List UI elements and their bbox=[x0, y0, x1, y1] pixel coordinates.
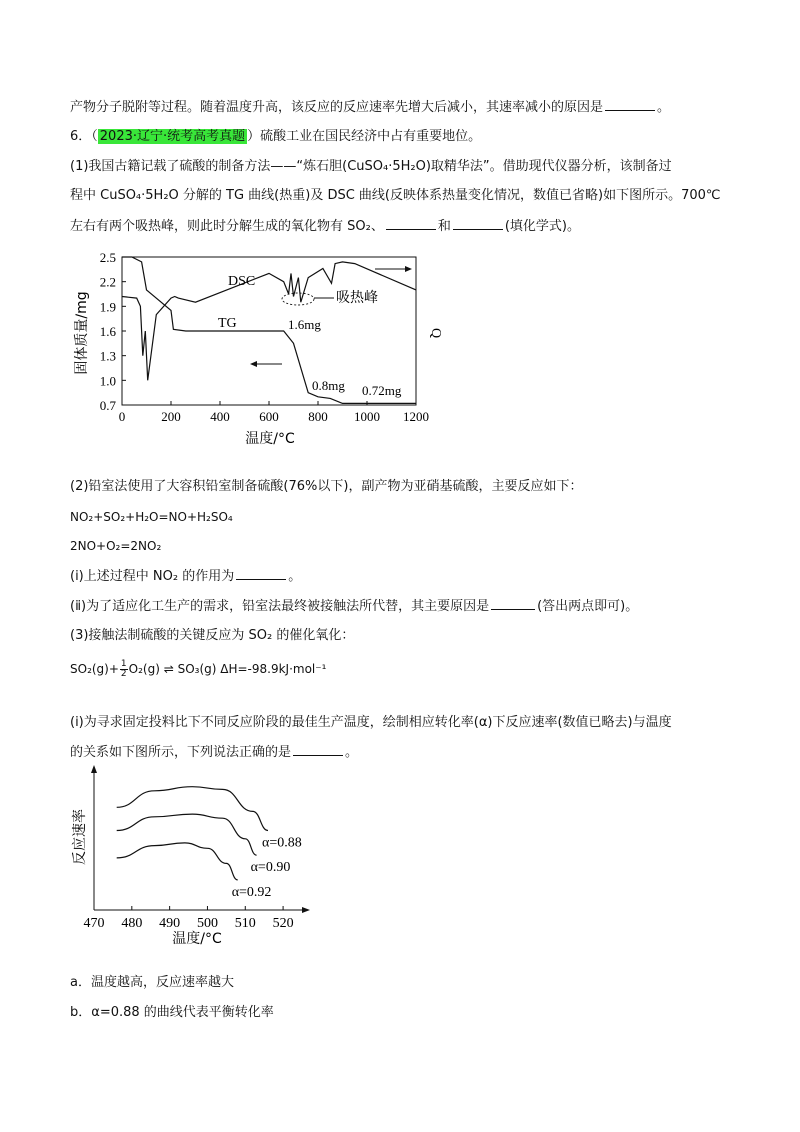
y-tick-label: 2.2 bbox=[99, 274, 116, 290]
x-tick-label: 510 bbox=[234, 916, 256, 931]
curve-alpha-0-88 bbox=[117, 787, 268, 831]
y-tick-label: 1.3 bbox=[99, 348, 116, 364]
chart2-x-axis-label: 温度/°C bbox=[172, 931, 222, 947]
equation-3: SO₂(g)+ $\frac{1}{2}$ O₂(g) ⇌ SO₃(g) ΔH=-98.9kJ·mol⁻¹ bbox=[70, 659, 327, 679]
equation-1: NO₂+SO₂+H₂O=NO+H₂SO₄ bbox=[70, 510, 233, 524]
answer-blank[interactable] bbox=[293, 743, 343, 756]
p3-line1: (3)接触法制硫酸的关键反应为 SO₂ 的催化氧化： bbox=[70, 628, 355, 643]
chart1-right-axis-label: Q bbox=[428, 327, 443, 339]
question-6-header: 6．（ 2023·辽宁·统考高考真题 ）硫酸工业在国民经济中占有重要地位。 bbox=[70, 129, 482, 144]
p3-i-line1: (ⅰ)为寻求固定投料比下不同反应阶段的最佳生产温度，绘制相应转化率(α)下反应速率(数值已略去)与温度 bbox=[70, 715, 672, 730]
p1-line1: (1)我国古籍记载了硫酸的制备方法——“炼石胆(CuSO₄·5H₂O)取精华法”。借助现代仪器分析，该制备过 bbox=[70, 159, 672, 174]
p2-line1: (2)铅室法使用了大容积铅室制备硫酸(76%以下)，副产物为亚硝基硫酸，主要反应如下： bbox=[70, 479, 583, 494]
x-tick-label: 500 bbox=[196, 916, 218, 931]
x-tick-label: 520 bbox=[272, 916, 294, 931]
y-tick-label: 1.9 bbox=[99, 299, 116, 315]
prev-question-tail: 产物分子脱附等过程。随着温度升高，该反应的反应速率先增大后减小，其速率减小的原因是 。 bbox=[70, 100, 671, 115]
half-fraction: $\frac{1}{2}$ bbox=[120, 659, 127, 679]
endothermic-peaks-ellipse bbox=[282, 293, 314, 305]
dsc-label: DSC bbox=[228, 274, 256, 289]
x-tick-label: 470 bbox=[83, 916, 105, 931]
tg-label: TG bbox=[218, 316, 237, 331]
x-tick-label: 200 bbox=[161, 409, 181, 424]
answer-blank[interactable] bbox=[453, 217, 503, 230]
label-alpha-0-88: α=0.88 bbox=[262, 835, 302, 851]
option-b: b．α=0.88 的曲线代表平衡转化率 bbox=[70, 1005, 274, 1020]
p2-i: (ⅰ)上述过程中 NO₂ 的作用为 。 bbox=[70, 569, 302, 584]
x-tick-label: 1000 bbox=[354, 409, 380, 424]
source-tag: 2023·辽宁·统考高考真题 bbox=[99, 129, 246, 144]
x-tick-label: 0 bbox=[118, 409, 126, 424]
answer-blank[interactable] bbox=[491, 597, 535, 610]
tg-direction-arrow bbox=[250, 361, 282, 367]
y-tick-label: 2.5 bbox=[99, 250, 116, 265]
curve-alpha-0-92 bbox=[117, 843, 238, 880]
y-tick-label: 1.6 bbox=[99, 324, 116, 339]
label-0-72mg: 0.72mg bbox=[362, 383, 402, 398]
answer-blank[interactable] bbox=[236, 567, 286, 580]
label-alpha-0-90: α=0.90 bbox=[250, 860, 291, 876]
answer-blank[interactable] bbox=[386, 217, 436, 230]
p2-ii: (ⅱ)为了适应化工生产的需求，铅室法最终被接触法所代替，其主要原因是 (答出两点即可)。 bbox=[70, 599, 639, 614]
y-tick-label: 1.0 bbox=[99, 373, 116, 389]
x-tick-label: 1200 bbox=[403, 409, 429, 424]
label-alpha-0-92: α=0.92 bbox=[231, 884, 272, 900]
endothermic-peak-label: 吸热峰 bbox=[336, 290, 378, 306]
p3-i-line2: 的关系如下图所示，下列说法正确的是 。 bbox=[70, 745, 359, 760]
chart1-y-axis-label: 固体质量/mg bbox=[74, 291, 90, 375]
x-tick-label: 480 bbox=[121, 916, 143, 931]
option-a: a．温度越高，反应速率越大 bbox=[70, 975, 234, 990]
curve-alpha-0-90 bbox=[117, 814, 257, 855]
equation-2: 2NO+O₂=2NO₂ bbox=[70, 539, 162, 553]
p1-line2: 程中 CuSO₄·5H₂O 分解的 TG 曲线(热重)及 DSC 曲线(反映体系热量变化情况，数值已省略)如下图所示。700℃ bbox=[70, 188, 721, 203]
rate-temperature-chart bbox=[62, 765, 342, 950]
chart2-y-axis-label: 反应速率 bbox=[72, 809, 88, 865]
dsc-direction-arrow bbox=[375, 266, 412, 272]
x-tick-label: 400 bbox=[210, 409, 230, 424]
tg-dsc-chart bbox=[60, 245, 443, 450]
chart1-x-axis-label: 温度/°C bbox=[245, 431, 295, 447]
tg-curve bbox=[122, 257, 416, 403]
x-tick-label: 800 bbox=[308, 409, 328, 424]
dsc-curve bbox=[122, 262, 416, 380]
p1-line3: 左右有两个吸热峰，则此时分解生成的氧化物有 SO₂、 和 (填化学式)。 bbox=[70, 219, 581, 234]
chart1-x-ticks bbox=[119, 401, 429, 424]
x-tick-label: 490 bbox=[159, 916, 181, 931]
answer-blank[interactable] bbox=[605, 98, 655, 111]
label-0-8mg: 0.8mg bbox=[312, 378, 345, 393]
x-tick-label: 600 bbox=[259, 409, 279, 424]
label-1-6mg: 1.6mg bbox=[288, 317, 321, 332]
y-tick-label: 0.7 bbox=[99, 398, 116, 413]
